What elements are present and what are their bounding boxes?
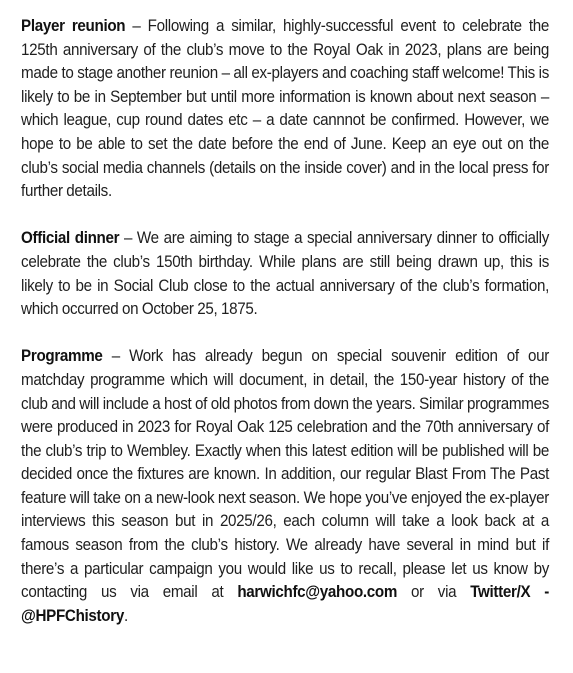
contact-email: harwichfc@yahoo.com [237,582,398,602]
section-heading-official-dinner: Official dinner [21,228,120,248]
paragraph-gap [21,321,549,345]
section-heading-programme: Programme [21,346,103,366]
section-body-player-reunion: – Following a similar, highly-successful event to celebrate the 125th anniversary of the club’s move to the Royal Oak in 2023, plans are being made to stage another reunion – all ex-players and coaching staff welcome! This is likely to be in September but until more information is known about next season – which league, cup round dates etc – a date cannnot be confirmed. However, we hope to be able to set the date before the end of June. Keep an eye out on the club’s social media channels (details on the inside cover) and in the local press for further details. [21,16,550,201]
section-player-reunion [21,14,549,203]
contact-social-handle: Twitter/X - @HPFChistory [21,582,549,625]
section-body-official-dinner: – We are aiming to stage a special anniversary dinner to officially celebrate the club’s 150th birthday. While plans are still being drawn up, this is likely to be in Social Club close to the actual anniversary of the club’s formation, which occurred on October 25, 1875. [21,228,550,319]
closing-punctuation: . [123,605,128,625]
paragraph-gap [21,203,549,227]
section-body-programme: – Work has already begun on special souvenir edition of our matchday programme which will document, in detail, the 150-year history of the club and will include a host of old photos from down the years. Similar programmes were produced in 2023 for Royal Oak 125 celebration and the 70th anniversary of the club’s trip to Wembley. Exactly when this latest edition will be published will be decided once the fixtures are known. In addition, our regular Blast From The Past feature will take on a new-look next season. We hope you’ve enjoyed the ex-player interviews this season but in 2025/26, each column will take a look back at a famous season from the club’s history. We already have several in mind but if there’s a particular campaign you would like us to recall, please let us know by contacting us via email at [21,346,550,602]
section-programme [21,344,549,627]
section-official-dinner [21,226,549,320]
section-heading-player-reunion: Player reunion [21,16,126,35]
contact-joiner-text: or via [397,582,471,602]
